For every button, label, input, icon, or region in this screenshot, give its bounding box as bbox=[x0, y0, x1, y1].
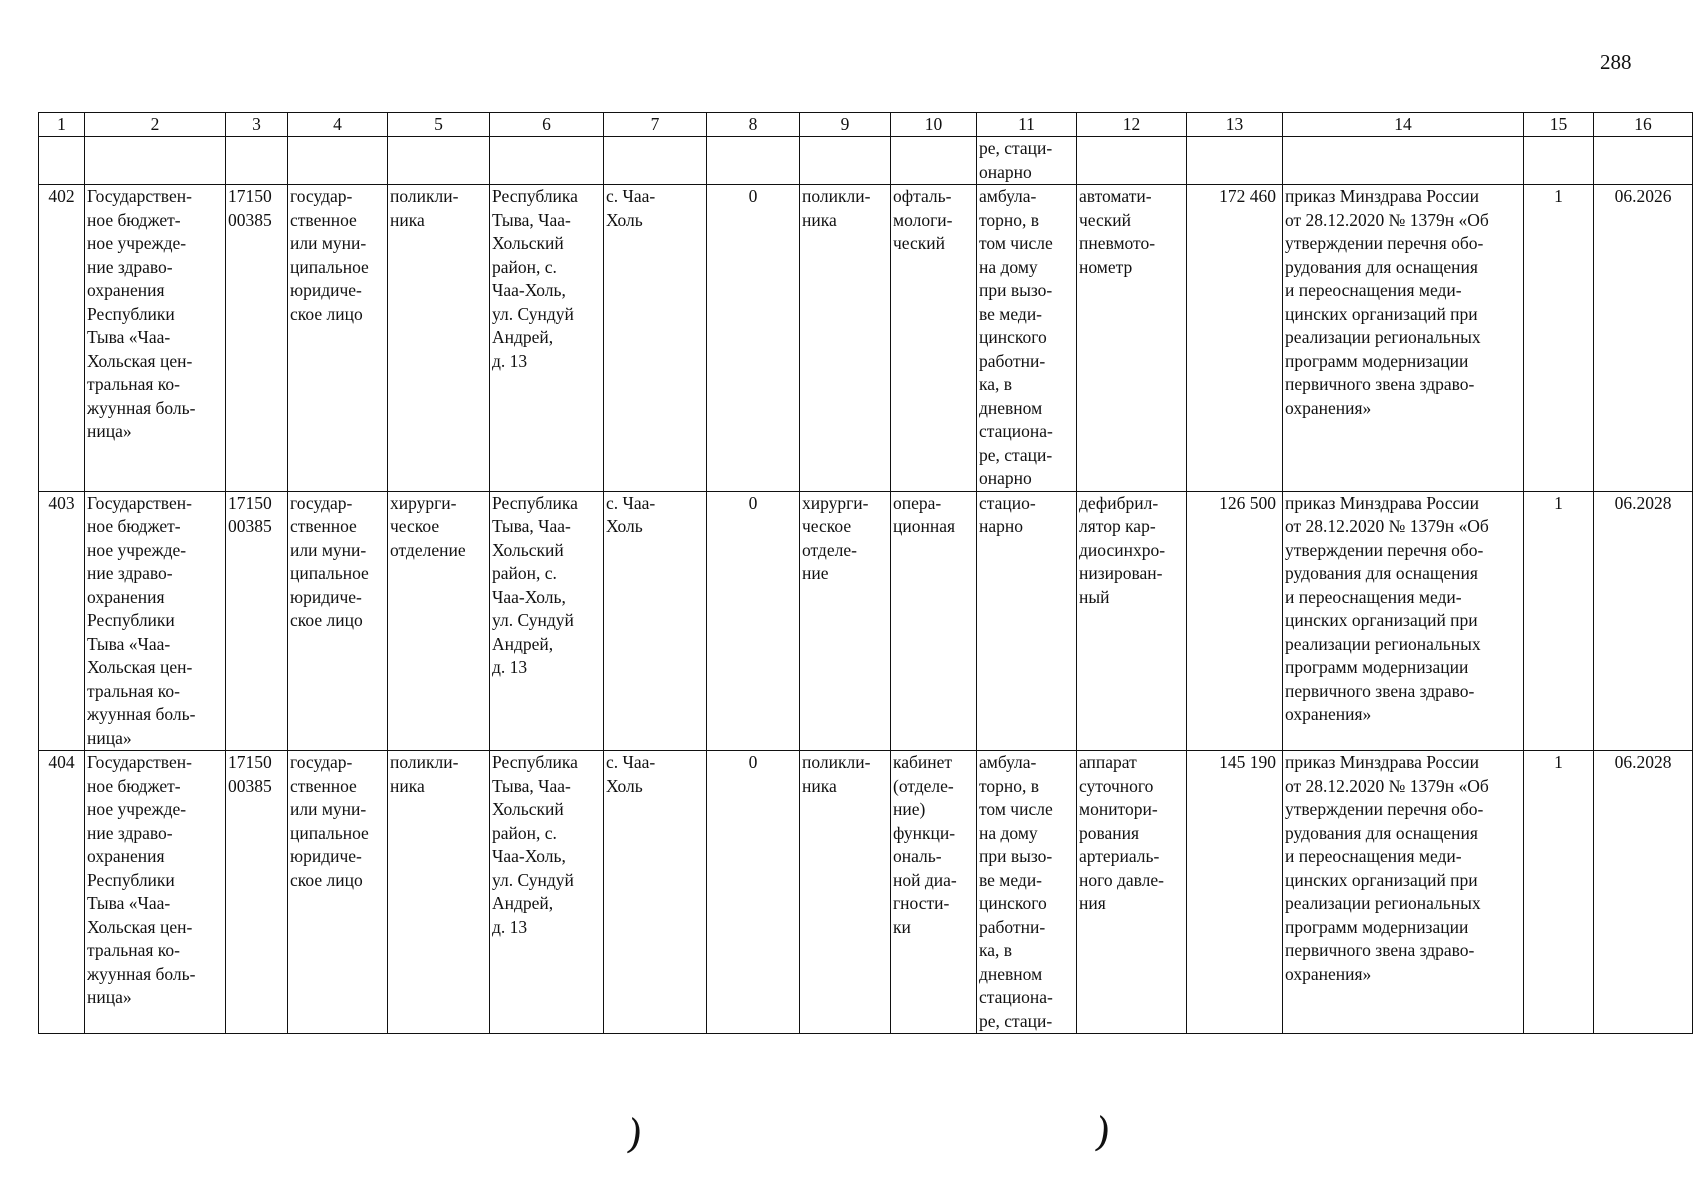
cell-price: 126 500 bbox=[1187, 491, 1283, 751]
cell-equipment: автомати- ческий пневмото- нометр bbox=[1079, 186, 1156, 277]
cell-address: Республика Тыва, Чаа- Хольский район, с. Чаа-Холь, ул. Сундуй Андрей, д. 13 bbox=[492, 492, 578, 677]
cell-organization: Государствен- ное бюджет- ное учрежде- ние здраво- охранения Республики Тыва «Чаа- Хольская цен- тральная ко- жуунная боль- ница» bbox=[87, 492, 196, 748]
cell-code: 17150 00385 bbox=[228, 186, 272, 230]
column-header: 6 bbox=[490, 113, 604, 137]
cell-quantity: 1 bbox=[1524, 491, 1594, 751]
column-header: 2 bbox=[85, 113, 226, 137]
cell-department: поликли- ника bbox=[802, 752, 871, 796]
cell-value: 0 bbox=[707, 751, 800, 1034]
column-header: 1 bbox=[39, 113, 85, 137]
cell-organization: Государствен- ное бюджет- ное учрежде- ние здраво- охранения Республики Тыва «Чаа- Хольская цен- тральная ко- жуунная боль- ница» bbox=[87, 186, 196, 441]
cell-locality: с. Чаа- Холь bbox=[606, 186, 656, 230]
cell-locality: с. Чаа- Холь bbox=[606, 752, 656, 796]
cell-org-type: государ- ственное или муни- ципальное юридиче- ское лицо bbox=[290, 492, 369, 630]
column-header: 4 bbox=[288, 113, 388, 137]
cell-equipment: дефибрил- лятор кар- диосинхро- низирован- ный bbox=[1079, 492, 1166, 607]
cell-cabinet: кабинет (отделе- ние) функци- ональ- ной диа- гности- ки bbox=[893, 752, 957, 937]
page-number: 288 bbox=[1600, 50, 1632, 74]
column-number-row bbox=[39, 113, 1693, 137]
cell-care-conditions: стацио- нарно bbox=[979, 492, 1036, 536]
column-header: 13 bbox=[1187, 113, 1283, 137]
cell-number: 402 bbox=[39, 185, 85, 492]
cell-quantity: 1 bbox=[1524, 185, 1594, 492]
cell-department: хирурги- ческое отделе- ние bbox=[802, 492, 869, 583]
cell-number: 403 bbox=[39, 491, 85, 751]
column-header: 14 bbox=[1283, 113, 1524, 137]
cell-cabinet: опера- ционная bbox=[893, 492, 956, 536]
ink-mark-right: ) bbox=[1091, 1109, 1114, 1157]
cell-org-type: государ- ственное или муни- ципальное юридиче- ское лицо bbox=[290, 752, 369, 890]
column-header: 15 bbox=[1524, 113, 1594, 137]
continuation-row bbox=[39, 137, 1693, 185]
cell-cabinet: офталь- мологи- ческий bbox=[893, 186, 953, 253]
cell-care-conditions: амбула- торно, в том числе на дому при вызо- ве меди- цинского работни- ка, в дневном стационa- ре, стаци- онарно bbox=[979, 186, 1053, 488]
table-row bbox=[39, 751, 1693, 1034]
column-header: 9 bbox=[800, 113, 891, 137]
table-row bbox=[39, 185, 1693, 492]
cell-basis: приказ Минздрава России от 28.12.2020 № 1379н «Об утверждении перечня обо- рудования для оснащения и переоснащения меди- цинских организаций при реализации региональных программ модернизации первичного звена здраво- охранения» bbox=[1285, 492, 1489, 724]
cell-equipment: аппарат суточного монитори- рования артериаль- ного давле- ния bbox=[1079, 752, 1165, 913]
cell-value: 0 bbox=[707, 491, 800, 751]
column-header: 3 bbox=[226, 113, 288, 137]
cell-basis: приказ Минздрава России от 28.12.2020 № 1379н «Об утверждении перечня обо- рудования для оснащения и переоснащения меди- цинских организаций при реализации региональных программ модернизации первичного звена здраво- охранения» bbox=[1285, 186, 1489, 418]
cell-address: Республика Тыва, Чаа- Хольский район, с. Чаа-Холь, ул. Сундуй Андрей, д. 13 bbox=[492, 752, 578, 937]
cell-date: 06.2028 bbox=[1594, 491, 1693, 751]
ink-mark-left: ) bbox=[623, 1111, 646, 1159]
column-header: 5 bbox=[388, 113, 490, 137]
cell-care-conditions: амбула- торно, в том числе на дому при вызо- ве меди- цинского работни- ка, в дневном стационa- ре, стаци- bbox=[979, 752, 1053, 1031]
cell-code: 17150 00385 bbox=[228, 752, 272, 796]
column-header: 7 bbox=[604, 113, 707, 137]
column-header: 16 bbox=[1594, 113, 1693, 137]
cell-price: 172 460 bbox=[1187, 185, 1283, 492]
cell-price: 145 190 bbox=[1187, 751, 1283, 1034]
cell-number: 404 bbox=[39, 751, 85, 1034]
cell-date: 06.2026 bbox=[1594, 185, 1693, 492]
cell-code: 17150 00385 bbox=[228, 492, 272, 536]
cell-address: Республика Тыва, Чаа- Хольский район, с. Чаа-Холь, ул. Сундуй Андрей, д. 13 bbox=[492, 186, 578, 371]
cell-unit: хирурги- ческое отделение bbox=[390, 492, 466, 560]
cell-unit: поликли- ника bbox=[390, 752, 459, 796]
column-header: 10 bbox=[891, 113, 977, 137]
cell-unit: поликли- ника bbox=[390, 186, 459, 230]
cell-value: 0 bbox=[707, 185, 800, 492]
cell-care-conditions: ре, стаци- онарно bbox=[979, 138, 1053, 182]
equipment-table bbox=[38, 112, 1693, 1034]
cell-quantity: 1 bbox=[1524, 751, 1594, 1034]
cell-org-type: государ- ственное или муни- ципальное юридиче- ское лицо bbox=[290, 186, 369, 324]
cell-department: поликли- ника bbox=[802, 186, 871, 230]
column-header: 8 bbox=[707, 113, 800, 137]
cell-date: 06.2028 bbox=[1594, 751, 1693, 1034]
cell-locality: с. Чаа- Холь bbox=[606, 492, 656, 536]
table-row bbox=[39, 491, 1693, 751]
cell-basis: приказ Минздрава России от 28.12.2020 № 1379н «Об утверждении перечня обо- рудования для оснащения и переоснащения меди- цинских организаций при реализации региональных программ модернизации первичного звена здраво- охранения» bbox=[1285, 752, 1489, 984]
column-header: 12 bbox=[1077, 113, 1187, 137]
column-header: 11 bbox=[977, 113, 1077, 137]
cell-organization: Государствен- ное бюджет- ное учрежде- ние здраво- охранения Республики Тыва «Чаа- Хольская цен- тральная ко- жуунная боль- ница» bbox=[87, 752, 196, 1007]
